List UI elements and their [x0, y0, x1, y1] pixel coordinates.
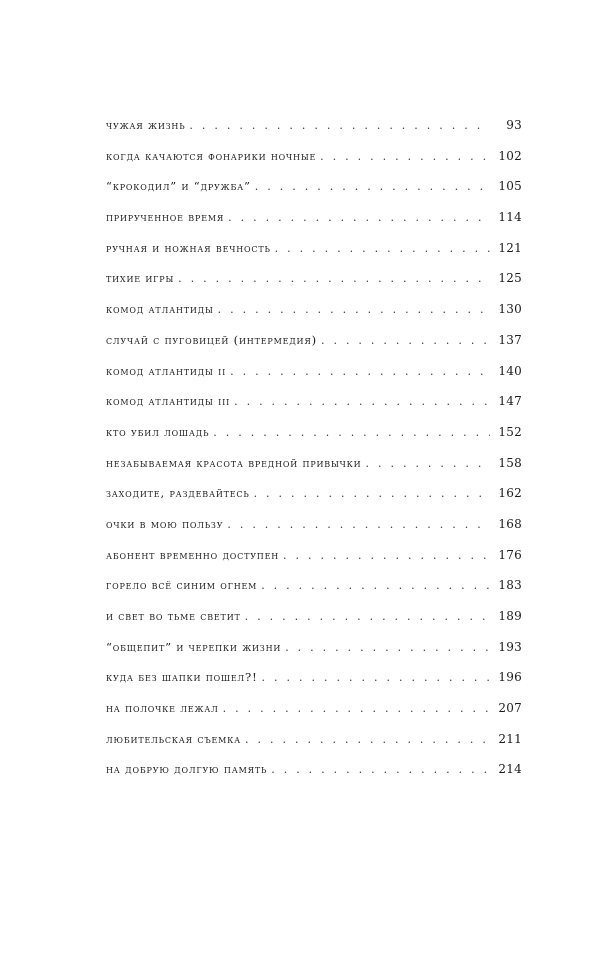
dot-leader [262, 671, 490, 684]
toc-entry[interactable] [106, 456, 522, 487]
toc-entry[interactable] [106, 425, 522, 456]
toc-entry[interactable] [106, 701, 522, 732]
dot-leader [261, 579, 490, 592]
toc-entry-page: 168 [498, 516, 522, 531]
toc-entry-title: любительская съемка [106, 731, 242, 746]
dot-leader [230, 365, 490, 378]
toc-entry[interactable] [106, 548, 522, 579]
dot-leader [245, 610, 490, 623]
toc-entry-title: когда качаются фонарики ночные [106, 148, 317, 163]
toc-entry[interactable] [106, 271, 522, 302]
dot-leader [223, 702, 490, 715]
toc-entry-page: 162 [498, 486, 522, 501]
toc-entry-title: и свет во тьме светит [106, 609, 241, 623]
toc-entry-title: очки в мою пользу [106, 516, 224, 531]
dot-leader [178, 272, 490, 285]
dot-leader [285, 641, 490, 654]
toc-entry-title: комод атлантиды ii [106, 363, 227, 378]
toc-entry[interactable] [106, 394, 522, 425]
toc-entry[interactable] [106, 732, 522, 763]
table-of-contents [106, 118, 522, 793]
toc-entry-title: на добрую долгую память [106, 762, 268, 777]
dot-leader [213, 426, 490, 439]
dot-leader [189, 119, 490, 132]
dot-leader [234, 395, 490, 408]
toc-entry[interactable] [106, 578, 522, 609]
toc-entry[interactable] [106, 486, 522, 517]
toc-entry[interactable] [106, 302, 522, 333]
toc-entry-page: 152 [498, 424, 522, 439]
dot-leader [283, 549, 490, 562]
toc-entry-page: 125 [498, 271, 522, 286]
toc-entry-page: 189 [498, 609, 522, 623]
toc-entry[interactable] [106, 609, 522, 640]
dot-leader [320, 150, 490, 163]
toc-entry-title: заходите, раздевайтесь [106, 486, 250, 501]
toc-entry-page: 102 [498, 148, 522, 163]
toc-entry-page: 130 [498, 302, 522, 317]
toc-entry-title: на полочке лежал [106, 701, 219, 716]
toc-entry-page: 207 [498, 701, 522, 716]
dot-leader [227, 518, 490, 531]
toc-entry-title: ручная и ножная вечность [106, 240, 271, 255]
toc-entry[interactable] [106, 118, 522, 149]
toc-entry-page: 147 [498, 394, 522, 409]
toc-entry-page: 93 [506, 118, 522, 132]
dot-leader [255, 180, 490, 193]
toc-entry[interactable] [106, 670, 522, 701]
toc-entry-title: прирученное время [106, 210, 225, 225]
dot-leader [271, 763, 490, 776]
dot-leader [218, 303, 490, 316]
toc-entry-page: 214 [498, 762, 522, 777]
toc-entry-page: 196 [498, 670, 522, 685]
toc-entry-title: тихие игры [106, 271, 175, 286]
toc-entry-page: 183 [498, 578, 522, 593]
dot-leader [365, 457, 490, 470]
toc-entry-title: чужая жизнь [106, 118, 186, 132]
toc-entry-title: случай с пуговицей (интермедия) [106, 332, 317, 347]
toc-entry-title: “общепит” и черепки жизни [106, 639, 282, 654]
toc-entry-title: абонент временно доступен [106, 547, 280, 562]
toc-entry-title: куда без шапки пошел?! [106, 670, 258, 685]
toc-entry-page: 105 [498, 179, 522, 194]
dot-leader [321, 334, 490, 347]
toc-entry-page: 158 [498, 455, 522, 470]
toc-entry[interactable] [106, 517, 522, 548]
dot-leader [228, 211, 490, 224]
toc-entry[interactable] [106, 333, 522, 364]
toc-entry[interactable] [106, 149, 522, 180]
toc-entry-page: 114 [498, 210, 522, 225]
toc-entry[interactable] [106, 364, 522, 395]
dot-leader [245, 733, 490, 746]
dot-leader [275, 242, 490, 255]
dot-leader [254, 487, 490, 500]
toc-entry-title: кто убил лошадь [106, 424, 210, 439]
toc-entry-title: незабываемая красота вредной привычки [106, 455, 362, 470]
toc-entry-page: 211 [498, 731, 522, 746]
toc-entry[interactable] [106, 210, 522, 241]
toc-entry-title: “крокодил” и “дружба” [106, 179, 251, 194]
toc-entry-page: 176 [498, 547, 522, 562]
toc-entry-page: 193 [498, 639, 522, 654]
toc-entry[interactable] [106, 640, 522, 671]
toc-entry[interactable] [106, 179, 522, 210]
toc-entry-title: комод атлантиды [106, 302, 214, 317]
toc-entry-page: 137 [498, 332, 522, 347]
toc-entry[interactable] [106, 241, 522, 272]
toc-entry-title: комод атлантиды iii [106, 394, 231, 409]
toc-entry-title: горело всё синим огнем [106, 578, 258, 593]
toc-entry-page: 121 [498, 240, 522, 255]
toc-entry-page: 140 [498, 363, 522, 378]
toc-entry[interactable] [106, 762, 522, 793]
